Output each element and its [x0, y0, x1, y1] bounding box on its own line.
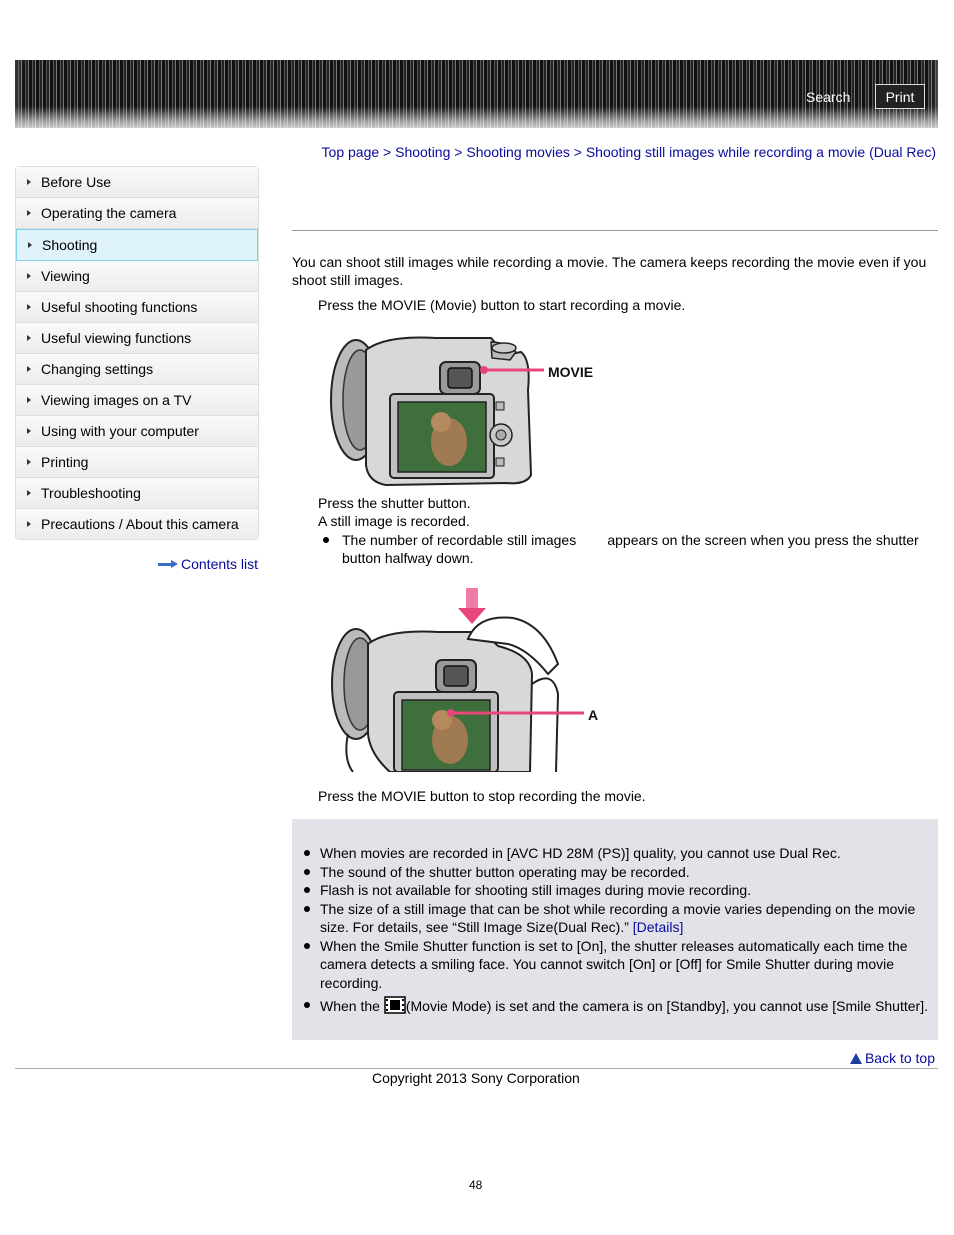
bullet-text-part-1: The number of recordable still images — [342, 532, 577, 548]
sidebar-item-label: Operating the camera — [41, 205, 177, 221]
breadcrumb — [322, 144, 936, 160]
camera-shutter-press-illustration — [318, 584, 608, 772]
contents-list-label: Contents list — [181, 556, 259, 572]
notes-list — [304, 844, 934, 1016]
sidebar-item-label: Troubleshooting — [41, 485, 141, 501]
step-1-text: Press the MOVIE (Movie) button to start recording a movie. — [318, 297, 686, 313]
sidebar-item-viewing-images-on-tv[interactable] — [16, 385, 258, 416]
sidebar-item-label: Useful viewing functions — [41, 330, 192, 346]
search-link[interactable]: Search — [806, 89, 851, 105]
details-link[interactable]: [Details] — [632, 919, 684, 935]
sidebar-item-shooting[interactable] — [16, 229, 258, 261]
note-item — [304, 844, 934, 863]
sidebar-item-changing-settings[interactable] — [16, 354, 258, 385]
sidebar-item-label: Precautions / About this camera — [41, 516, 239, 532]
step-2-bullet — [323, 531, 923, 567]
breadcrumb-separator: > — [573, 144, 582, 160]
note-text: When movies are recorded in [AVC HD 28M (PS)] quality, you cannot use Dual Rec. — [320, 845, 841, 861]
caret-right-icon — [27, 210, 31, 216]
note-text: The sound of the shutter button operating may be recorded. — [320, 863, 690, 880]
footer-divider — [15, 1068, 938, 1069]
sidebar-item-label: Printing — [41, 454, 89, 470]
note-item — [304, 881, 934, 900]
movie-callout-label: MOVIE — [548, 364, 594, 380]
sidebar-item-operating-the-camera[interactable] — [16, 198, 258, 229]
breadcrumb-shooting-movies[interactable]: Shooting movies — [466, 144, 570, 160]
note-item — [304, 937, 934, 993]
page-number: 48 — [469, 1178, 483, 1192]
caret-right-icon — [27, 521, 31, 527]
caret-right-icon — [28, 242, 32, 248]
breadcrumb-separator: > — [454, 144, 463, 160]
bullet-icon — [304, 869, 310, 875]
note-text: The size of a still image that can be shot while recording a movie varies depending on the movie size. For details, see “Still Image Size(Dual Rec).” — [320, 900, 916, 935]
header-bar — [15, 60, 938, 128]
sidebar-item-label: Viewing — [41, 268, 90, 284]
contents-list-link[interactable] — [158, 556, 258, 572]
bullet-icon — [304, 906, 310, 912]
arrow-right-icon — [158, 560, 178, 568]
sidebar-item-precautions[interactable] — [16, 509, 258, 539]
triangle-up-icon — [850, 1053, 862, 1064]
callout-a-label: A — [588, 707, 599, 723]
print-button[interactable]: Print — [875, 84, 925, 109]
caret-right-icon — [27, 490, 31, 496]
breadcrumb-shooting[interactable]: Shooting — [395, 144, 451, 160]
note-text: When the Smile Shutter function is set to [On], the shutter releases automatically each time the camera detects a smiling face. You cannot switch [On] or [Off] for Smile Shutter during movie recording. — [320, 937, 908, 991]
sidebar-item-using-with-computer[interactable] — [16, 416, 258, 447]
caret-right-icon — [27, 273, 31, 279]
note-item — [304, 996, 934, 1016]
sidebar-item-label: Shooting — [42, 237, 98, 253]
sidebar-item-label: Changing settings — [41, 361, 154, 377]
caret-right-icon — [27, 179, 31, 185]
copyright-text: Copyright 2013 Sony Corporation — [372, 1070, 580, 1086]
bullet-icon — [323, 537, 329, 543]
sidebar-item-useful-viewing-functions[interactable] — [16, 323, 258, 354]
sidebar-item-viewing[interactable] — [16, 261, 258, 292]
sidebar-item-label: Using with your computer — [41, 423, 199, 439]
sidebar-item-label: Viewing images on a TV — [41, 392, 192, 408]
sidebar-item-useful-shooting-functions[interactable] — [16, 292, 258, 323]
camera-movie-button-illustration — [316, 330, 606, 488]
bullet-text-part-2: appears on the screen when you press the shutter button halfway down. — [342, 532, 919, 566]
caret-right-icon — [27, 304, 31, 310]
note-text: Flash is not available for shooting still images during movie recording. — [320, 882, 752, 898]
breadcrumb-current-page[interactable]: Shooting still images while recording a movie (Dual Rec) — [585, 144, 936, 160]
back-to-top-label: Back to top — [864, 1050, 935, 1066]
caret-right-icon — [27, 428, 31, 434]
bullet-icon — [304, 1002, 310, 1008]
bullet-icon — [304, 850, 310, 856]
caret-right-icon — [27, 397, 31, 403]
step-3-text: Press the MOVIE button to stop recording the movie. — [318, 788, 646, 804]
breadcrumb-top-page[interactable]: Top page — [321, 144, 380, 160]
note-item — [304, 900, 934, 937]
sidebar-item-label: Before Use — [41, 174, 112, 190]
note-text-post: (Movie Mode) is set and the camera is on [Standby], you cannot use [Smile Shutter]. — [405, 998, 928, 1014]
sidebar-nav — [15, 166, 259, 540]
caret-right-icon — [27, 366, 31, 372]
title-divider — [292, 230, 938, 231]
back-to-top-link[interactable] — [850, 1050, 935, 1066]
sidebar-item-troubleshooting[interactable] — [16, 478, 258, 509]
note-text-pre: When the — [320, 998, 380, 1014]
breadcrumb-separator: > — [383, 144, 392, 160]
note-item — [304, 863, 934, 882]
step-2-subtext: A still image is recorded. — [318, 513, 470, 529]
bullet-icon — [304, 943, 310, 949]
sidebar-item-printing[interactable] — [16, 447, 258, 478]
caret-right-icon — [27, 335, 31, 341]
movie-mode-icon — [384, 996, 406, 1014]
sidebar-item-label: Useful shooting functions — [41, 299, 198, 315]
intro-text: You can shoot still images while recording a movie. The camera keeps recording the movie even if you shoot still images. — [292, 254, 927, 288]
caret-right-icon — [27, 459, 31, 465]
step-2-text: Press the shutter button. — [318, 495, 471, 511]
sidebar-item-before-use[interactable] — [16, 167, 258, 198]
bullet-icon — [304, 887, 310, 893]
